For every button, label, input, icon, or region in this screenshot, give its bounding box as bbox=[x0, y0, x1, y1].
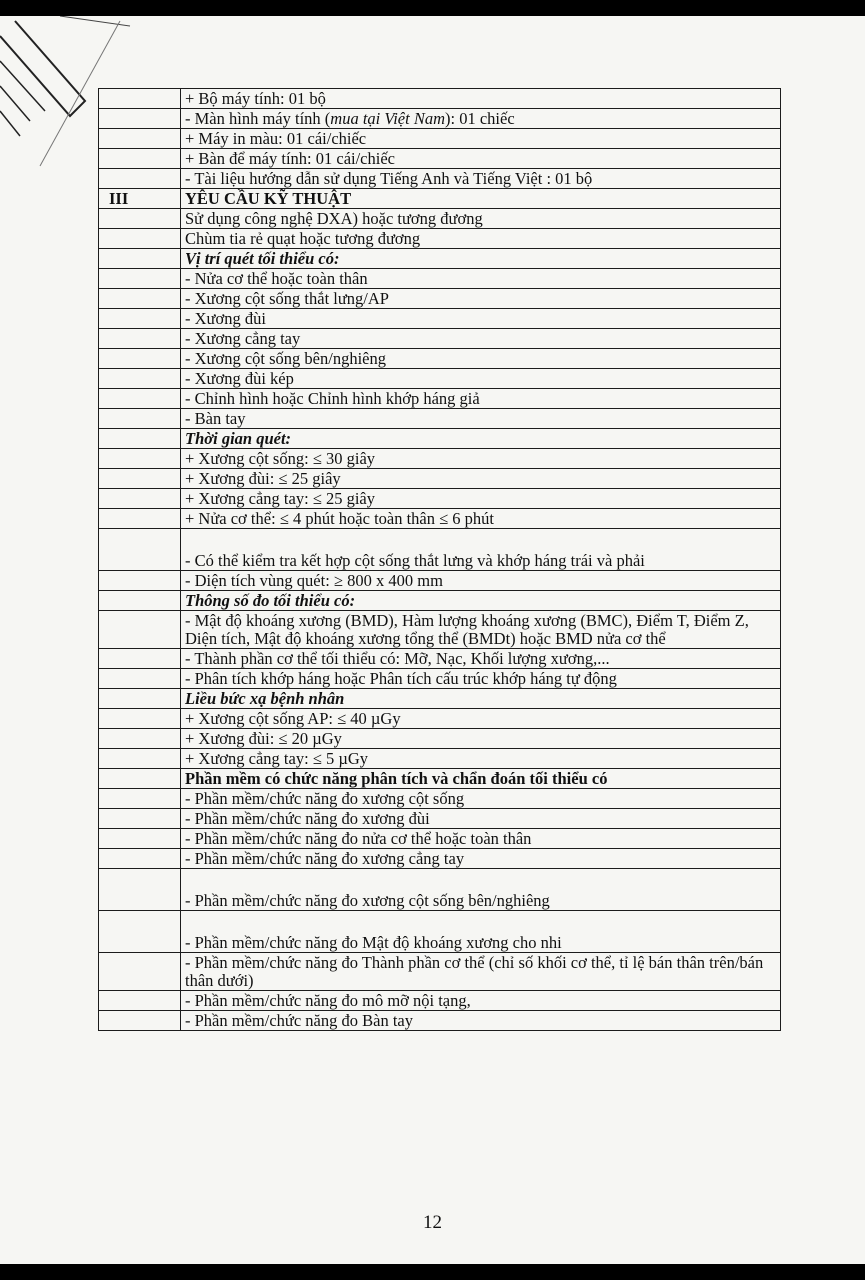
spec-item: + Xương cột sống AP: ≤ 40 µGy bbox=[181, 709, 781, 729]
table-row bbox=[99, 369, 781, 389]
spec-item: - Phân tích khớp háng hoặc Phân tích cấu trúc khớp háng tự động bbox=[181, 669, 781, 689]
table-row bbox=[99, 269, 781, 289]
table-row bbox=[99, 611, 781, 649]
table-row bbox=[99, 911, 781, 953]
document-page bbox=[0, 16, 865, 1264]
table-row bbox=[99, 429, 781, 449]
spec-table bbox=[98, 88, 781, 1031]
section-number: III bbox=[99, 189, 181, 209]
subheading: Vị trí quét tối thiểu có: bbox=[181, 249, 781, 269]
spec-item: + Xương cột sống: ≤ 30 giây bbox=[181, 449, 781, 469]
spec-item: + Xương cẳng tay: ≤ 5 µGy bbox=[181, 749, 781, 769]
spec-item: Sử dụng công nghệ DXA) hoặc tương đương bbox=[181, 209, 781, 229]
spec-item: - Có thể kiểm tra kết hợp cột sống thắt lưng và khớp háng trái và phải bbox=[181, 529, 781, 571]
spec-item: - Phần mềm/chức năng đo Bàn tay bbox=[181, 1011, 781, 1031]
table-row bbox=[99, 1011, 781, 1031]
table-row bbox=[99, 309, 781, 329]
subheading: Phần mềm có chức năng phân tích và chẩn đoán tối thiểu có bbox=[181, 769, 781, 789]
spec-item: - Màn hình máy tính (mua tại Việt Nam): 01 chiếc bbox=[181, 109, 781, 129]
table-row bbox=[99, 529, 781, 571]
table-row bbox=[99, 953, 781, 991]
table-row bbox=[99, 109, 781, 129]
subheading: Thông số đo tối thiểu có: bbox=[181, 591, 781, 611]
spec-item: - Phần mềm/chức năng đo nửa cơ thể hoặc toàn thân bbox=[181, 829, 781, 849]
spec-item: Chùm tia rẻ quạt hoặc tương đương bbox=[181, 229, 781, 249]
table-row bbox=[99, 209, 781, 229]
table-row bbox=[99, 669, 781, 689]
subheading: Liều bức xạ bệnh nhân bbox=[181, 689, 781, 709]
spec-item: - Phần mềm/chức năng đo mô mỡ nội tạng, bbox=[181, 991, 781, 1011]
spec-item: + Bộ máy tính: 01 bộ bbox=[181, 89, 781, 109]
spec-item: - Phần mềm/chức năng đo xương cột sống bên/nghiêng bbox=[181, 869, 781, 911]
table-row bbox=[99, 349, 781, 369]
table-row bbox=[99, 571, 781, 591]
table-row bbox=[99, 129, 781, 149]
table-row bbox=[99, 289, 781, 309]
table-row bbox=[99, 591, 781, 611]
table-row bbox=[99, 649, 781, 669]
spec-item: - Phần mềm/chức năng đo xương cẳng tay bbox=[181, 849, 781, 869]
spec-item: + Máy in màu: 01 cái/chiếc bbox=[181, 129, 781, 149]
table-row bbox=[99, 689, 781, 709]
table-row bbox=[99, 869, 781, 911]
table-row bbox=[99, 449, 781, 469]
spec-item: - Xương cẳng tay bbox=[181, 329, 781, 349]
spec-item: - Bàn tay bbox=[181, 409, 781, 429]
spec-item: - Phần mềm/chức năng đo xương cột sống bbox=[181, 789, 781, 809]
page-number: 12 bbox=[423, 1212, 442, 1233]
table-row bbox=[99, 329, 781, 349]
spec-item: - Xương cột sống thắt lưng/AP bbox=[181, 289, 781, 309]
subheading: Thời gian quét: bbox=[181, 429, 781, 449]
table-row bbox=[99, 509, 781, 529]
spec-item: + Nửa cơ thể: ≤ 4 phút hoặc toàn thân ≤ 6 phút bbox=[181, 509, 781, 529]
table-row bbox=[99, 709, 781, 729]
table-row bbox=[99, 469, 781, 489]
table-row bbox=[99, 409, 781, 429]
table-row bbox=[99, 829, 781, 849]
table-row bbox=[99, 249, 781, 269]
table-row bbox=[99, 849, 781, 869]
table-row bbox=[99, 189, 781, 209]
spec-item: + Xương đùi: ≤ 20 µGy bbox=[181, 729, 781, 749]
spec-item: - Tài liệu hướng dẫn sử dụng Tiếng Anh và Tiếng Việt : 01 bộ bbox=[181, 169, 781, 189]
section-title: YÊU CẦU KỸ THUẬT bbox=[181, 189, 781, 209]
spec-item: - Xương đùi bbox=[181, 309, 781, 329]
table-row bbox=[99, 229, 781, 249]
spec-item: + Xương đùi: ≤ 25 giây bbox=[181, 469, 781, 489]
spec-item: - Phần mềm/chức năng đo xương đùi bbox=[181, 809, 781, 829]
spec-item: - Phần mềm/chức năng đo Thành phần cơ thể (chỉ số khối cơ thể, tỉ lệ bán thân trên/bán thân dưới) bbox=[181, 953, 781, 991]
table-row bbox=[99, 149, 781, 169]
spec-item: - Thành phần cơ thể tối thiểu có: Mỡ, Nạc, Khối lượng xương,... bbox=[181, 649, 781, 669]
table-row bbox=[99, 389, 781, 409]
table-row bbox=[99, 169, 781, 189]
spec-item: - Xương cột sống bên/nghiêng bbox=[181, 349, 781, 369]
spec-item: + Bàn để máy tính: 01 cái/chiếc bbox=[181, 149, 781, 169]
spec-item: - Chỉnh hình hoặc Chỉnh hình khớp háng giả bbox=[181, 389, 781, 409]
table-row bbox=[99, 991, 781, 1011]
table-row bbox=[99, 89, 781, 109]
spec-item: + Xương cẳng tay: ≤ 25 giây bbox=[181, 489, 781, 509]
table-row bbox=[99, 489, 781, 509]
spec-item: - Mật độ khoáng xương (BMD), Hàm lượng khoáng xương (BMC), Điểm T, Điểm Z, Diện tích, Mật độ khoáng xương tổng thể (BMDt) hoặc BMD nửa cơ thể bbox=[181, 611, 781, 649]
spec-item: - Diện tích vùng quét: ≥ 800 x 400 mm bbox=[181, 571, 781, 591]
table-row bbox=[99, 769, 781, 789]
table-row bbox=[99, 729, 781, 749]
spec-item: - Nửa cơ thể hoặc toàn thân bbox=[181, 269, 781, 289]
table-row bbox=[99, 749, 781, 769]
table-row bbox=[99, 809, 781, 829]
spec-item: - Xương đùi kép bbox=[181, 369, 781, 389]
table-row bbox=[99, 789, 781, 809]
spec-item: - Phần mềm/chức năng đo Mật độ khoáng xương cho nhi bbox=[181, 911, 781, 953]
